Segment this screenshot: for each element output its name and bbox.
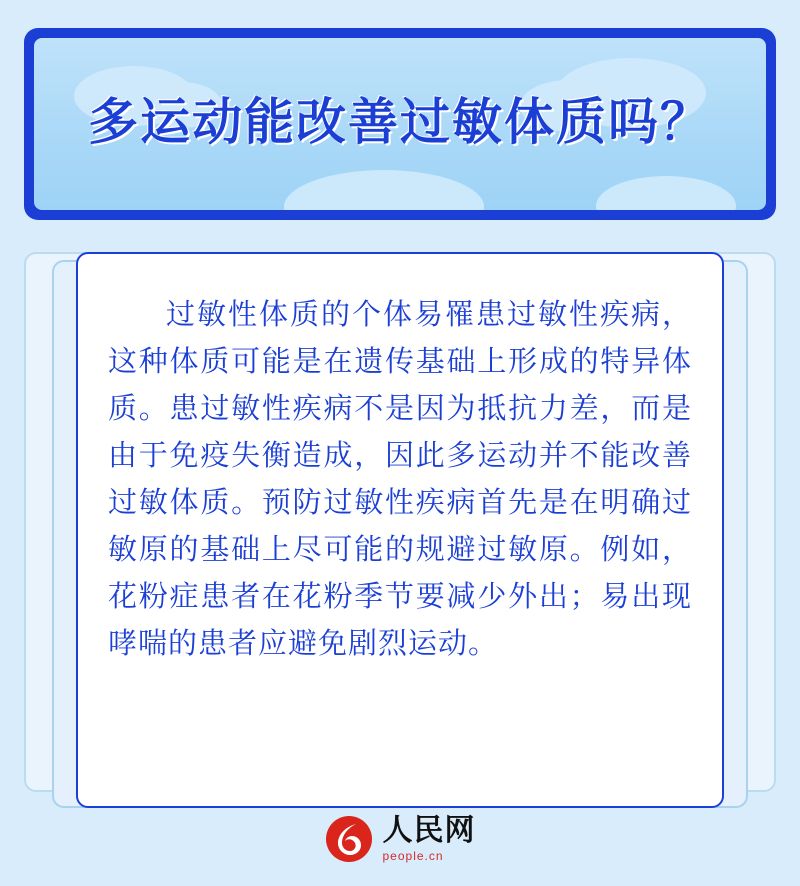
cloud-icon	[284, 170, 484, 210]
content-card-stack	[24, 252, 776, 822]
logo-chinese-name: 人民网	[382, 814, 476, 847]
logo-text-group	[383, 816, 476, 862]
footer	[0, 810, 800, 868]
people-cn-logo-icon	[325, 815, 373, 863]
cloud-icon	[596, 176, 736, 210]
site-logo[interactable]	[325, 815, 476, 863]
header-card	[24, 28, 776, 220]
logo-domain-name: people.cn	[382, 849, 444, 863]
header-inner-panel	[34, 38, 766, 210]
page-title: 多运动能改善过敏体质吗？	[88, 94, 712, 150]
content-card	[76, 252, 724, 808]
body-paragraph: 过敏性体质的个体易罹患过敏性疾病，这种体质可能是在遗传基础上形成的特异体质。患过敏性疾病不是因为抵抗力差，而是由于免疫失衡造成，因此多运动并不能改善过敏体质。预防过敏性疾病首先是在明确过敏原的基础上尽可能的规避过敏原。例如，花粉症患者在花粉季节要减少外出；易出现哮喘的患者应避免剧烈运动。	[108, 299, 692, 660]
